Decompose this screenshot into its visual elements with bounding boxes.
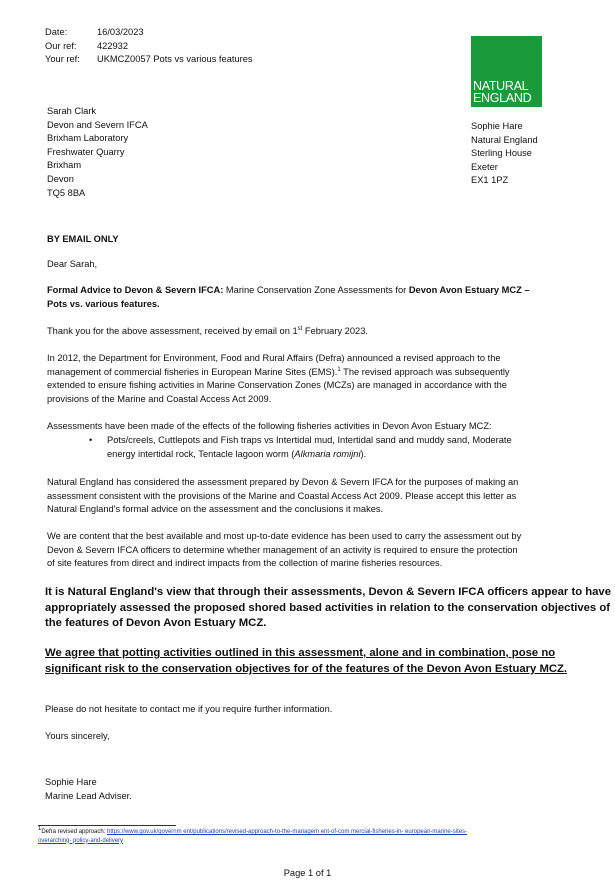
footnote-divider <box>38 825 176 826</box>
paragraph-line: Devon & Severn IFCA officers to determine whether management of an activity is required to ensure the protection <box>47 544 518 555</box>
your-ref-value: UKMCZ0057 Pots vs various features <box>97 54 253 65</box>
paragraph-line: significant risk to the conservation objectives for of the features of the Devon Avon Estuary MCZ. <box>45 662 568 675</box>
by-email-notice: BY EMAIL ONLY <box>47 234 119 244</box>
paragraph-line: of site features from direct and indirect impacts from the collection of marine fisheries resources. <box>47 558 443 569</box>
paragraph-line: extended to ensure fishing activities in Marine Conservation Zones (MCZs) are managed in accordance with the <box>47 380 507 391</box>
footnote <box>38 828 467 845</box>
defra-paragraph <box>47 352 510 406</box>
logo-line2: ENGLAND <box>473 91 532 105</box>
your-ref-label: Your ref: <box>45 54 80 65</box>
footnote-link-continued[interactable]: overarching- policy-and-delivery <box>38 837 124 844</box>
paragraph-line: provisions of the Marine and Coastal Access Act 2009. <box>47 393 272 404</box>
paragraph-line: Natural England has considered the assessment prepared by Devon & Severn IFCA for the purposes of making an <box>47 477 519 487</box>
species-name: Alkmaria romijni <box>294 448 361 459</box>
recipient-line: Sarah Clark <box>47 106 97 116</box>
footnote-link[interactable]: https://www.gov.uk/governm ent/publications/revised-approach-to-the-managem ent-of-com mercial-fisheries-in- european-marine-sites- <box>107 829 468 835</box>
sender-line: Exeter <box>471 161 498 172</box>
recipient-line: Freshwater Quarry <box>47 146 125 157</box>
content-paragraph <box>47 530 521 571</box>
paragraph-line: We agree that potting activities outlined in this assessment, alone and in combination, pose no <box>45 647 556 659</box>
recipient-line: Brixham Laboratory <box>47 133 129 144</box>
subject-part1: Formal Advice to Devon & Severn IFCA: <box>47 285 226 295</box>
paragraph-line: the features of Devon Avon Estuary MCZ. <box>45 617 267 630</box>
sender-line: Natural England <box>471 134 538 145</box>
thanks-paragraph <box>47 325 368 339</box>
logo-line1: NATURAL <box>473 79 529 93</box>
sender-line: Sterling House <box>471 148 532 159</box>
date-value: 16/03/2023 <box>97 27 144 37</box>
thanks-sup: st <box>297 325 303 332</box>
date-label: Date: <box>45 27 68 37</box>
footnote-number: 1 <box>38 826 42 832</box>
our-ref-label: Our ref: <box>45 40 77 51</box>
agree-paragraph <box>45 646 567 677</box>
paragraph-line: It is Natural England's view that through their assessments, Devon & Severn IFCA officers appear to have <box>45 586 612 598</box>
view-paragraph <box>45 585 611 632</box>
footnote-label: Defra revised approach: <box>41 829 108 835</box>
salutation: Dear Sarah, <box>47 259 98 269</box>
paragraph-line: We are content that the best available and most up-to-date evidence has been used to carry the assessment out by <box>47 531 522 541</box>
paragraph-line: assessment consistent with the provisions of the Marine and Coastal Access Act 2009. Please accept this letter as <box>47 490 517 501</box>
signoff: Yours sincerely, <box>45 731 110 741</box>
bullet-line: energy intertidal rock, Tentacle lagoon worm ( <box>107 448 295 459</box>
natural-england-logo <box>471 36 542 107</box>
paragraph-line: The revised approach was subsequently <box>340 366 510 377</box>
our-ref-value: 422932 <box>97 40 129 51</box>
page-number: Page 1 of 1 <box>283 868 332 878</box>
paragraph-line: management of commercial fisheries in European Marine Sites (EMS). <box>47 366 338 377</box>
subject-line2: Pots vs. various features. <box>47 298 160 309</box>
bullet-symbol: • <box>89 435 93 445</box>
thanks-text: Thank you for the above assessment, received by email on 1 <box>47 326 298 336</box>
paragraph-line: appropriately assessed the proposed shored based activities in relation to the conservation objectives of <box>45 601 611 614</box>
recipient-line: Devon and Severn IFCA <box>47 119 148 130</box>
paragraph-line: In 2012, the Department for Environment, Food and Rural Affairs (Defra) announced a revised approach to the <box>47 353 501 363</box>
considered-paragraph <box>47 476 518 517</box>
sender-line: EX1 1PZ <box>471 175 509 186</box>
recipient-address <box>47 105 148 200</box>
footnote-marker[interactable]: 1 <box>337 366 341 373</box>
sender-line: Sophie Hare <box>471 121 523 131</box>
paragraph-line: Natural England's formal advice on the assessment and the conclusions it makes. <box>47 504 384 515</box>
signature-name: Sophie Hare <box>45 777 97 787</box>
subject-part3: Devon Avon Estuary MCZ – <box>408 285 530 295</box>
letter-meta <box>45 26 253 67</box>
subject-part2: Marine Conservation Zone Assessments for <box>225 285 409 295</box>
subject <box>47 284 530 311</box>
bullet-line: ). <box>360 448 367 459</box>
signature-title: Marine Lead Adviser. <box>45 790 132 801</box>
closing-contact: Please do not hesitate to contact me if you require further information. <box>45 704 333 714</box>
signature-block <box>45 776 132 803</box>
sender-address <box>471 120 538 188</box>
recipient-line: Devon <box>47 173 74 184</box>
assessments-intro: Assessments have been made of the effects of the following fisheries activities in Devon Avon Estuary MCZ: <box>47 421 492 431</box>
thanks-rest: February 2023. <box>302 326 368 336</box>
bullet-line: Pots/creels, Cuttlepots and Fish traps vs Intertidal mud, Intertidal sand and muddy sand, Moderate <box>107 435 512 445</box>
recipient-line: Brixham <box>47 160 82 171</box>
recipient-line: TQ5 8BA <box>47 187 86 198</box>
